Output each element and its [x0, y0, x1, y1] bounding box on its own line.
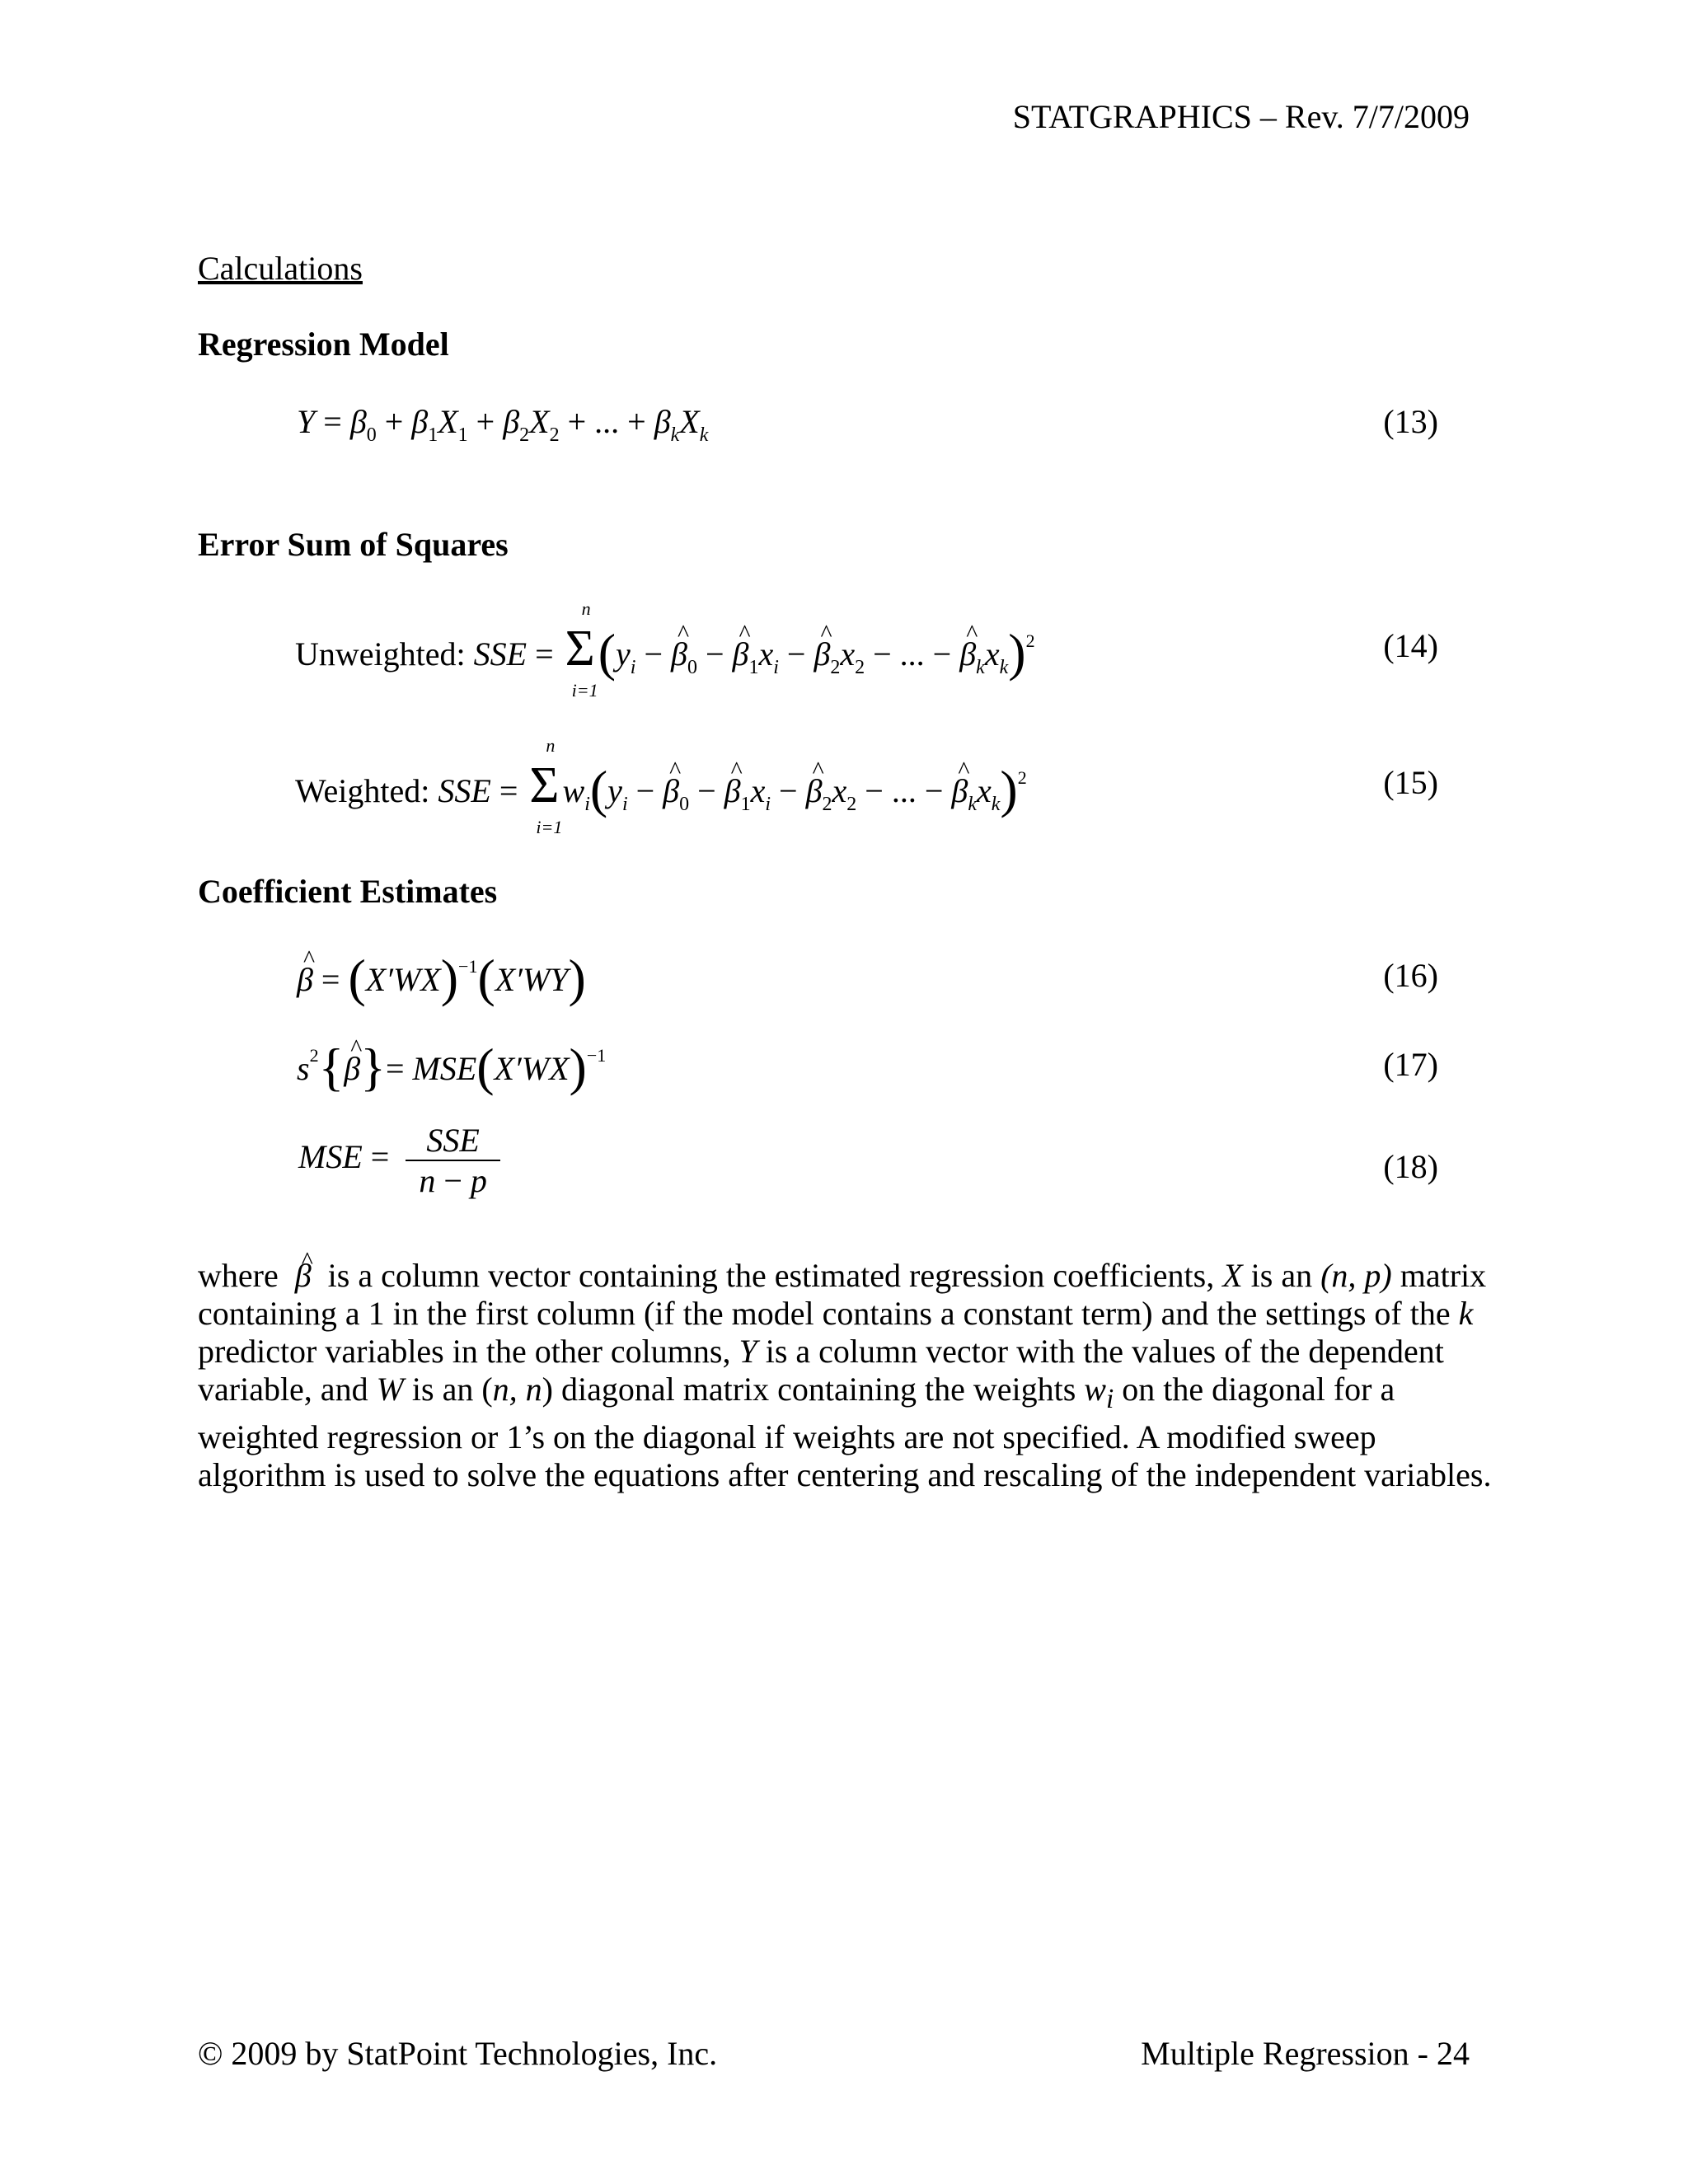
equation-18: MSE = $\frac{\text{SSE}}{n - p}$	[298, 1121, 500, 1200]
equation-number-13: (13)	[1383, 403, 1438, 440]
equation-17: $s^2\{\^{}$ $\beta\}= MSE(X'WX)^{-1}$	[297, 1037, 606, 1098]
equation-number-15: (15)	[1383, 764, 1438, 801]
section-error-sum-of-squares: Error Sum of Squares	[198, 526, 509, 563]
equation-number-16: (16)	[1383, 957, 1438, 994]
equation-15: Weighted: SSE = Σ n i=1 $w_i(y_i$ − ^ $\beta_0$ − ^ $\beta_1x_i$ − ^ $\beta_2x_2$ − ... − ^ $\beta_kx_k)^2$	[295, 757, 1027, 820]
equation-number-14: (14)	[1383, 627, 1438, 664]
equation-13: $Y = \beta_0 + \beta_1X_1 + \beta_2X_2$ + ... + $\beta_kX_k$	[297, 403, 709, 446]
footer-page-number: Multiple Regression - 24	[1141, 2035, 1470, 2072]
page-header: STATGRAPHICS – Rev. 7/7/2009	[1012, 98, 1470, 135]
section-coefficient-estimates: Coefficient Estimates	[198, 873, 498, 910]
weighted-label: Weighted:	[295, 772, 430, 809]
explanation-paragraph: where ^ β is a column vector containing the estimated regression coefficients, X is an (n, p) matrix containing a 1 in the first column (if the model contains a constant term) and the settings of the k predictor variables in the other columns, Y is a column vector with the values of the dependent variable, and W is an (n, n) diagonal matrix containing the weights $w_i$ on the diagonal for a weighted regression or 1’s on the diagonal if weights are not specified. A modified sweep algorithm is used to solve the equations after centering and rescaling of the independent variables.	[198, 1257, 1492, 1494]
footer-copyright: © 2009 by StatPoint Technologies, Inc.	[198, 2035, 718, 2072]
section-regression-model: Regression Model	[198, 326, 449, 363]
unweighted-label: Unweighted:	[295, 635, 466, 673]
equation-number-18: (18)	[1383, 1148, 1438, 1185]
equation-14: Unweighted: SSE = Σ n i=1 ($y_i$ − ^ $\beta_0$ − ^ $\beta_1x_i$ − ^ $\beta_2x_2$ − ... − ^ $\beta_kx_k)^2$	[295, 620, 1035, 683]
section-calculations: Calculations	[198, 250, 363, 287]
equation-16: ^ $\beta = (X'WX)^{-1}(X'WY)$	[297, 948, 586, 1009]
equation-number-17: (17)	[1383, 1046, 1438, 1083]
